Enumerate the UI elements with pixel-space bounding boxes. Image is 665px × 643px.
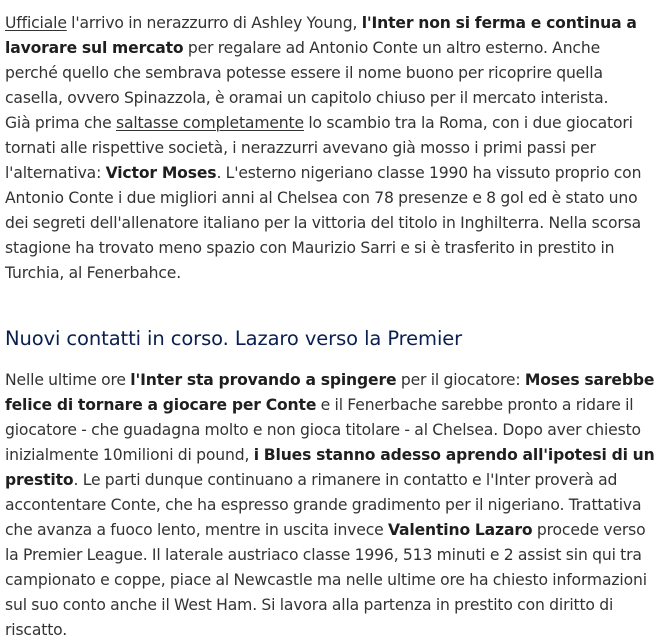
text-segment: . L'esterno nigeriano classe 1990 ha vissuto proprio con Antonio Conte i due migliori anni al Chelsea con 78 presenze e 8 gol ed è stato uno dei segreti dell'allenatore italiano per la vittoria del titolo in Inghilterra. Nella scorsa stagione ha trovato meno spazio con Maurizio Sarri e si è trasferito in prestito in Turchia, al Fenerbahce. [5,164,642,282]
text-segment: lo scambio tra la Roma, con i due giocatori tornati alle rispettive società, i nerazzurri avevano già mosso i primi passi per l'alternativa: [5,114,633,182]
link-ufficiale[interactable]: Ufficiale [5,14,67,32]
text-segment: per il giocatore: [396,371,525,389]
section-heading: Nuovi contatti in corso. Lazaro verso la Premier [5,327,463,350]
bold-segment: l'Inter sta provando a spingere [130,371,397,389]
text-segment: per regalare ad Antonio Conte un altro esterno. Anche perché quello che sembrava potesse essere il nome buono per ricoprire quella casella, ovvero Spinazzola, è oramai un capitolo chiuso per il mercato interista. [5,39,609,107]
link-saltasse-completamente[interactable]: saltasse completamente [115,114,304,132]
bold-segment: i Blues stanno adesso aprendo all'ipotesi di un prestito [5,446,655,489]
text-segment: procede verso la Premier League. Il laterale austriaco classe 1996, 513 minuti e 2 assist sin qui tra campionato e coppe, piace al Newcastle ma nelle ultime ore ha chiesto informazioni sul suo conto anche il West Ham. Si lavora alla partenza in prestito con diritto di riscatto. [5,521,647,639]
bold-segment: l'Inter non si ferma e continua a lavorare sul mercato [5,14,637,57]
bold-segment: Victor Moses [105,164,217,182]
text-segment: e il Fenerbache sarebbe pronto a ridare il giocatore - che guadagna molto e non gioca titolare - al Chelsea. Dopo aver chiesto inizialmente 10milioni di pound, [5,396,641,464]
paragraph-clip [5,368,657,639]
text-segment: Nelle ultime ore [5,371,131,389]
bold-segment: Moses sarebbe felice di tornare a giocare per Conte [5,371,655,414]
text-segment: . Le parti dunque continuano a rimanere in contatto e l'Inter proverà ad accontentare Conte, che ha espresso grande gradimento per il nigeriano. Trattativa che avanza a fuoco lento, mentre in uscita invece [5,471,642,539]
text-segment: Già prima che [5,114,116,132]
bold-segment: Valentino Lazaro [387,521,533,539]
paragraph-intro [5,11,657,286]
paragraph-contacts [5,368,657,643]
text-segment: l'arrivo in nerazzurro di Ashley Young, [66,14,362,32]
article-body [5,11,657,639]
